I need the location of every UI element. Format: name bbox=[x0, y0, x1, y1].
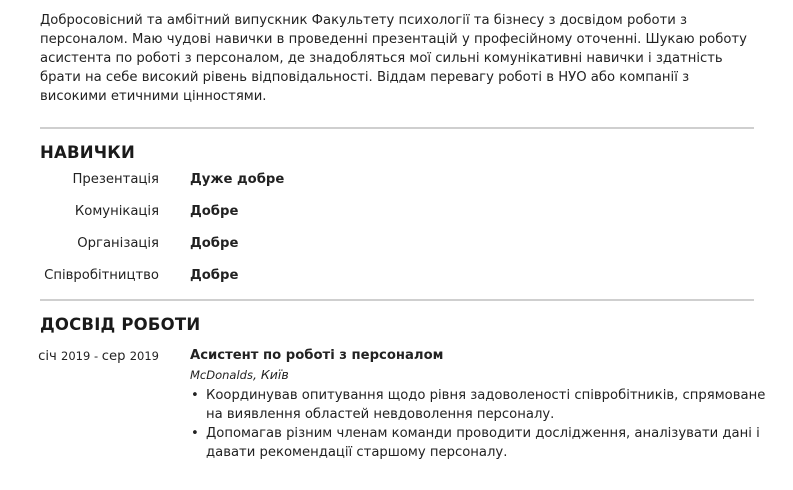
skills-heading: НАВИЧКИ bbox=[40, 143, 135, 162]
job-bullets bbox=[190, 386, 766, 462]
job-body bbox=[190, 347, 766, 462]
job-location: , Київ bbox=[252, 367, 289, 382]
resume-page bbox=[38, 0, 766, 462]
date-start-month: січ bbox=[38, 349, 57, 364]
bullet-text: Координував опитування щодо рівня задоволеності співробітників, спрямоване на виявлення областей невдоволення персоналу. bbox=[206, 388, 766, 422]
skill-row bbox=[40, 235, 754, 267]
skill-name: Співробітництво bbox=[44, 268, 159, 283]
company-name: McDonalds bbox=[190, 368, 253, 382]
skill-level: Дуже добре bbox=[190, 172, 285, 187]
job-title: Асистент по роботі з персоналом bbox=[190, 348, 444, 363]
job-dates bbox=[38, 347, 159, 366]
skill-row bbox=[40, 171, 754, 203]
experience-heading: ДОСВІД РОБОТИ bbox=[40, 315, 201, 334]
skill-level: Добре bbox=[190, 268, 239, 283]
skill-level: Добре bbox=[190, 236, 239, 251]
skill-name: Організація bbox=[77, 236, 159, 251]
skill-name: Презентація bbox=[72, 172, 159, 187]
date-separator: - bbox=[90, 349, 102, 363]
job-company bbox=[190, 366, 754, 384]
job-entry bbox=[38, 347, 766, 462]
skill-row bbox=[40, 203, 754, 235]
skill-name: Комунікація bbox=[74, 204, 159, 219]
date-start-year: 2019 bbox=[61, 349, 91, 363]
bullet-text: Допомагав різним членам команди проводити дослідження, аналізувати дані і давати рекомендації старшому персоналу. bbox=[206, 426, 760, 460]
skills-list bbox=[40, 171, 754, 299]
section-divider bbox=[40, 299, 754, 301]
bullet-icon: • bbox=[191, 426, 199, 441]
date-end-year: 2019 bbox=[129, 349, 159, 363]
bullet-icon: • bbox=[191, 388, 199, 403]
list-item bbox=[190, 424, 766, 462]
date-end-month: сер bbox=[101, 349, 126, 364]
section-divider bbox=[40, 127, 754, 129]
skill-row bbox=[40, 267, 754, 299]
list-item bbox=[190, 386, 766, 424]
summary-text: Добросовісний та амбітний випускник Факультету психології та бізнесу з досвідом роботи з персоналом. Маю чудові навички в проведенні презентацій у професійному оточенні. Шукаю роботу асистента по роботі з персоналом, де знадобляться мої сильні комунікативні навички і здатність брати на себе високий рівень відповідальності. Віддам перевагу роботі в НУО або компанії з високими етичними цінностями. bbox=[40, 13, 747, 104]
skill-level: Добре bbox=[190, 204, 239, 219]
